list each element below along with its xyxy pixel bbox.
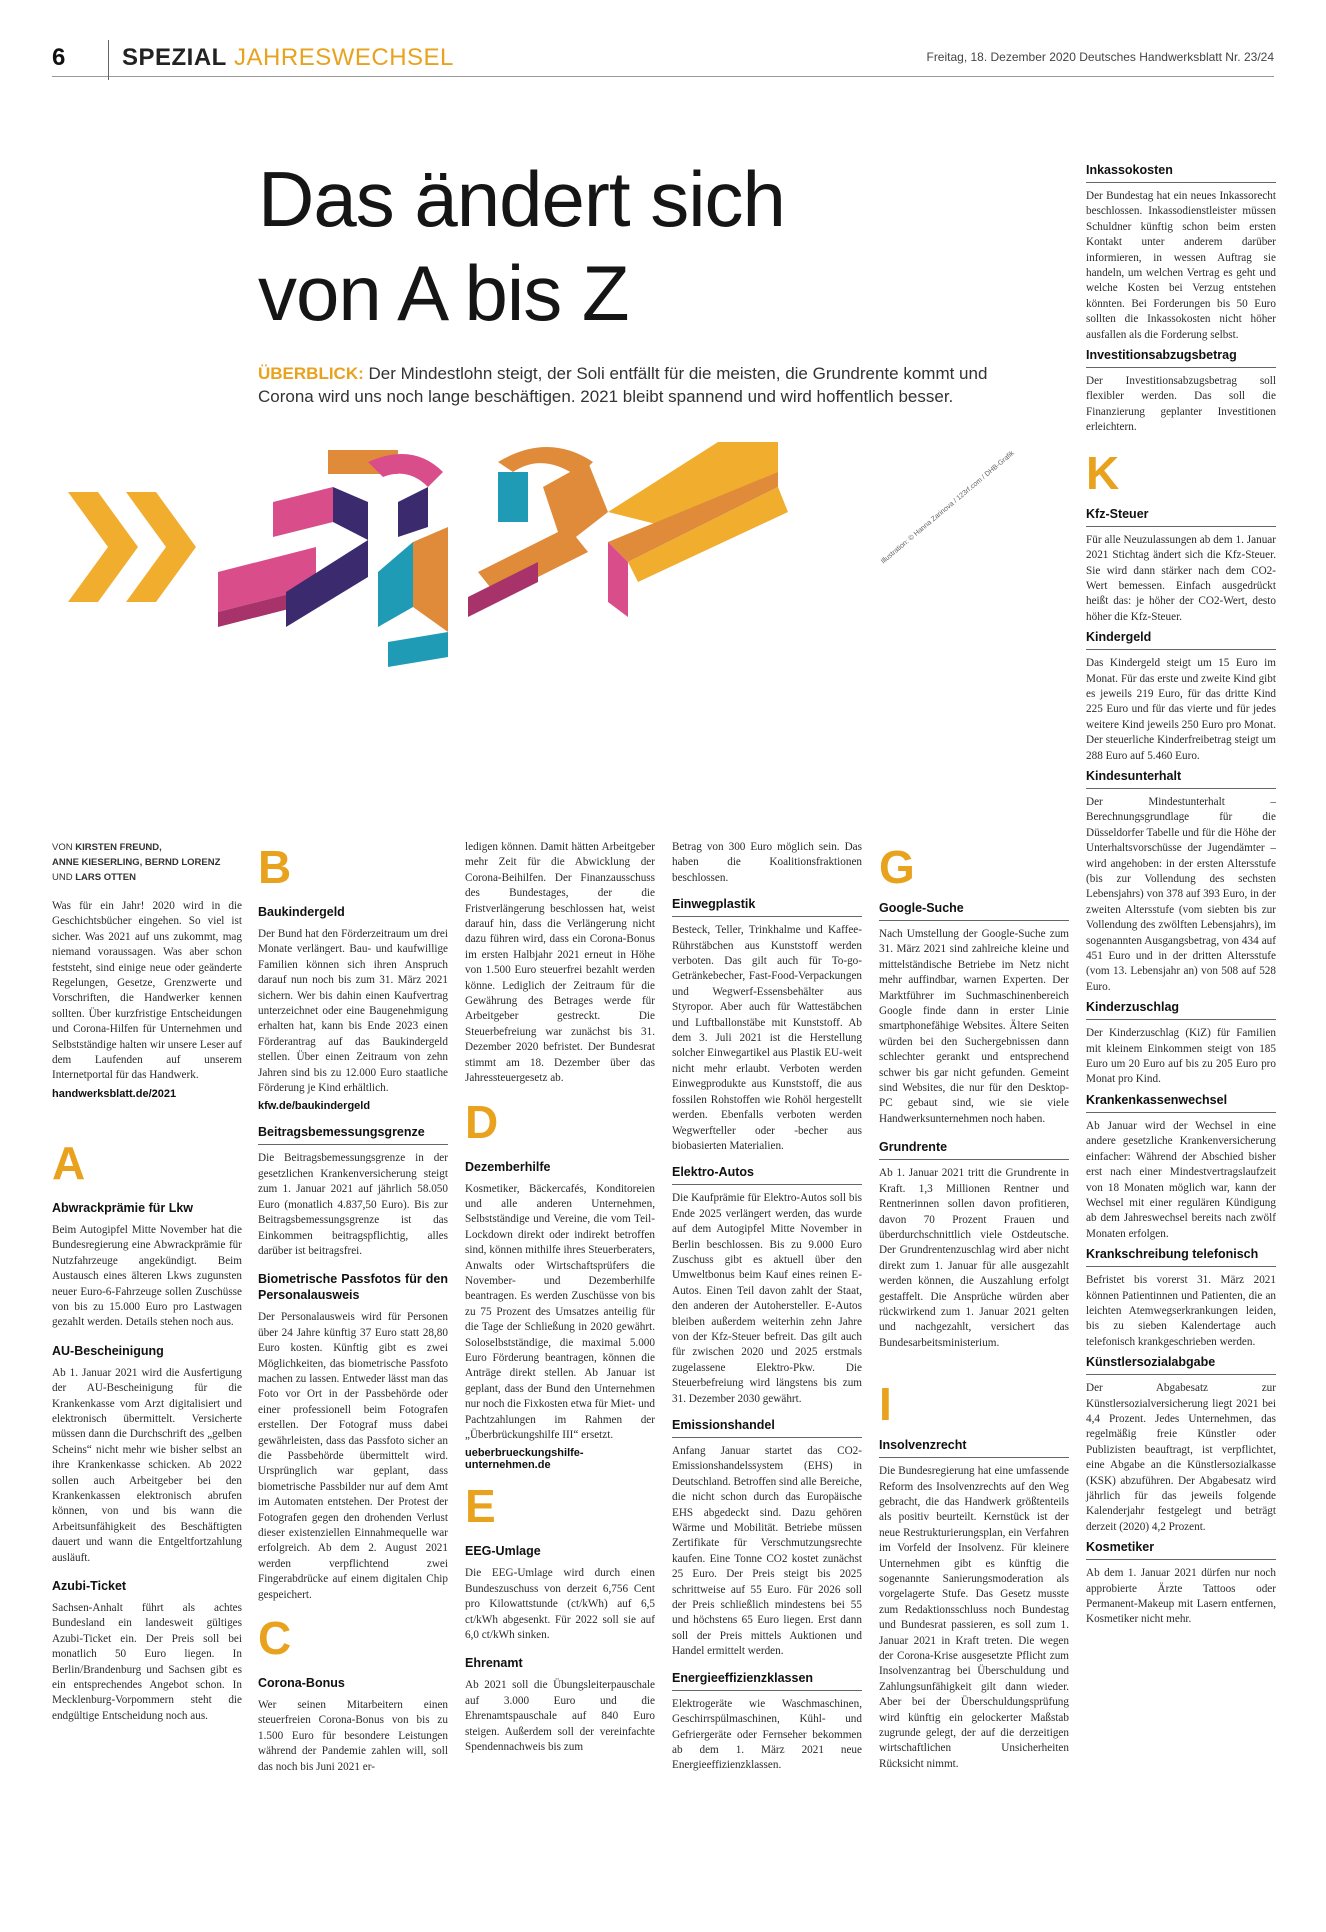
heading-elektro-autos: Elektro-Autos bbox=[672, 1164, 862, 1185]
heading-ehrenamt: Ehrenamt bbox=[465, 1656, 523, 1671]
heading-investitionsabzugsbetrag: Investitionsabzugsbetrag bbox=[1086, 347, 1276, 368]
letter-c: C bbox=[258, 1612, 292, 1665]
text-kosmetiker: Ab dem 1. Januar 2021 dürfen nur noch approbierte Ärzte Tattoos oder Permanent-Makeup mit Lasern entfernen, Kosmetiker nicht mehr. bbox=[1086, 1567, 1276, 1626]
byline bbox=[52, 840, 242, 885]
digit-2-second-shape bbox=[468, 447, 608, 617]
byline-names-2: ANNE KIESERLING, BERND LORENZ bbox=[52, 857, 221, 868]
heading-baukindergeld: Baukindergeld bbox=[258, 905, 345, 919]
heading-kindergeld: Kindergeld bbox=[1086, 629, 1276, 650]
year-2021-illustration bbox=[68, 432, 998, 762]
letter-k: K bbox=[1086, 446, 1120, 499]
lead-text: Der Mindestlohn steigt, der Soli entfällt für die meisten, die Grundrente kommt und Corona wird uns noch lange beschäftigen. 2021 bleibt spannend und wird hoffentlich besser. bbox=[258, 364, 988, 406]
digit-0-shape bbox=[368, 454, 448, 667]
page-number: 6 bbox=[52, 44, 66, 71]
heading-kindesunterhalt: Kindesunterhalt bbox=[1086, 768, 1276, 789]
heading-einwegplastik: Einwegplastik bbox=[672, 896, 862, 917]
heading-grundrente: Grundrente bbox=[879, 1139, 1069, 1160]
portal-link[interactable]: handwerksblatt.de/2021 bbox=[52, 1087, 177, 1100]
column-6 bbox=[1086, 162, 1276, 1632]
text-energieeffizienzklassen: Elektrogeräte wie Waschmaschinen, Geschirrspülmaschinen, Kühl- und Gefriergeräte oder Fernseher bekommen ab dem 1. März 2021 neue Energieeffizienzklassen. bbox=[672, 1697, 862, 1772]
letter-d: D bbox=[465, 1095, 499, 1148]
text-kindergeld: Das Kindergeld steigt um 15 Euro im Monat. Für das erste und zweite Kind gibt es jeweils 219 Euro, für das dritte Kind 225 Euro und für das vierte und für jedes weitere Kind jeweils 250 Euro pro Monat. Der steuerliche Kinderfreibetrag steigt um 288 Euro auf 5.460 Euro. bbox=[1086, 657, 1276, 762]
column-4 bbox=[672, 840, 862, 1778]
text-corona-bonus-continued: ledigen können. Damit hätten Arbeitgeber mehr Zeit für die Abwicklung der Corona-Beihilfen. Der Finanzausschuss des Bundestages, der die Fristverlängerung beschlossen hat, weist darauf hin, dass die Verlängerung nicht dazu führen wird, dass ein Corona-Bonus im ersten Halbjahr 2021 erneut in Höhe von 1.500 Euro steuerfrei bezahlt werden könne. Lediglich der Zeitraum für die Gewährung des Betrages werde für Arbeitgeber gestreckt. Die Steuerbefreiung war zunächst bis 31. Dezember 2020 befristet. Der Bundesrat stimmt am 18. Dezember über das Jahressteuergesetz ab. bbox=[465, 841, 655, 1085]
heading-kfz-steuer: Kfz-Steuer bbox=[1086, 506, 1276, 527]
text-kinderzuschlag: Der Kinderzuschlag (KiZ) für Familien mit kleinem Einkommen steigt von 185 Euro um 20 Euro auf bis zu 205 Euro pro Monat pro Kind. bbox=[1086, 1027, 1276, 1086]
heading-google-suche: Google-Suche bbox=[879, 900, 1069, 921]
text-insolvenzrecht: Die Bundesregierung hat eine umfassende Reform des Insolvenzrechts auf den Weg gebracht, die das Handwerk größtenteils als positiv beurteilt. Kernstück ist der neue Restrukturierungsplan, ein Verfahren im Vorfeld der Insolvenz. Für kleinere Unternehmen gibt es künftig die sogenannte Sanierungsmoderation als vorgelagerte Stufe. Das Gesetz musste zum Redaktionsschluss noch Bundestag und Bundesrat passieren, es soll zum 1. Januar 2021 in Kraft treten. Die wegen der Corona-Krise ausgesetzte Pflicht zum Insolvenzantrag bei Überschuldung und Zahlungsunfähigkeit gilt dann wieder. Aber bei der Überschuldungsprüfung wird künftig ein gelockerter Maßstab zugrunde gelegt, der auf die derzeitigen wirtschaftlichen Unsicherheiten Rücksicht nimmt. bbox=[879, 1465, 1069, 1770]
text-krankenkassenwechsel: Ab Januar wird der Wechsel in eine andere gesetzliche Krankenversicherung einfacher: Während der Abschied bisher erst nach einer Mindestvertragslaufzeit von 18 Monaten möglich war, kann der Wechsel mit einer regulären Kündigung ab dem Jahreswechsel bereits nach zwölf Monaten erfolgen. bbox=[1086, 1119, 1276, 1240]
heading-kinderzuschlag: Kinderzuschlag bbox=[1086, 999, 1276, 1020]
text-ehrenamt: Ab 2021 soll die Übungsleiterpauschale auf 3.000 Euro und die Ehrenamtspauschale auf 840 Euro steigen. Außerdem soll der vereinfachte Spendennachweis bis zum bbox=[465, 1679, 655, 1754]
text-ehrenamt-continued: Betrag von 300 Euro möglich sein. Das haben die Koalitionsfraktionen beschlossen. bbox=[672, 841, 862, 884]
byline-und: UND bbox=[52, 872, 76, 883]
headline-line-1: Das ändert sich bbox=[258, 155, 785, 243]
column-2 bbox=[258, 832, 448, 1779]
heading-energieeffizienzklassen: Energieeffizienzklassen bbox=[672, 1670, 862, 1691]
byline-prefix: VON bbox=[52, 842, 76, 853]
kfw-link[interactable]: kfw.de/baukindergeld bbox=[258, 1100, 371, 1113]
byline-names-1: KIRSTEN FREUND, bbox=[75, 842, 162, 853]
heading-kosmetiker: Kosmetiker bbox=[1086, 1539, 1276, 1560]
text-baukindergeld: Der Bund hat den Förderzeitraum um drei Monate verlängert. Bau- und kaufwillige Familien können sich ihren Anspruch darauf nun noch bis zum 31. März 2021 sichern. Wer bis dahin einen Kaufvertrag unterzeichnet oder eine Baugenehmigung erhalten hat, kann bis Ende 2023 einen Förderantrag auf das Baukindergeld stellen. Über einen Zeitraum von zehn Jahren sind bis zu 12.000 Euro staatliche Förderung je Kind erhältlich. bbox=[258, 928, 448, 1095]
letter-b: B bbox=[258, 841, 292, 893]
text-abwrackpraemie: Beim Autogipfel Mitte November hat die Bundesregierung eine Abwrackprämie für Nutzfahrzeuge angekündigt. Beim Austausch eines älteren Lkws zugunsten neuer Euro-6-Fahrzeuge sollen Zuschüsse von bis zu 15.000 Euro pro Lastwagen gezahlt werden. Details stehen noch aus. bbox=[52, 1223, 242, 1329]
heading-beitragsbemessungsgrenze: Beitragsbemessungsgrenze bbox=[258, 1124, 448, 1145]
heading-emissionshandel: Emissionshandel bbox=[672, 1417, 862, 1438]
header-divider bbox=[108, 40, 109, 80]
letter-a: A bbox=[52, 1136, 86, 1189]
article-lead bbox=[258, 362, 998, 408]
text-corona-bonus: Wer seinen Mitarbeitern einen steuerfreien Corona-Bonus von bis zu 1.500 Euro für besondere Leistungen während der Pandemie zahlen will, soll das noch bis Juni 2021 er- bbox=[258, 1699, 448, 1773]
article-headline bbox=[258, 152, 918, 340]
ueberbrueckungshilfe-link[interactable] bbox=[465, 1447, 655, 1471]
letter-e: E bbox=[465, 1480, 496, 1533]
text-beitragsbemessungsgrenze: Die Beitragsbemessungsgrenze in der gesetzlichen Krankenversicherung steigt zum 1. Januar 2021 auf jährlich 58.050 Euro (monatlich 4.837,50 Euro). Bis zur Beitragsbemessungsgrenze ist das Einkommen beitragspflichtig, alles darüber ist beitragsfrei. bbox=[258, 1152, 448, 1257]
text-azubi-ticket: Sachsen-Anhalt führt als achtes Bundesland ein landesweit gültiges Azubi-Ticket ein. Der Preis soll bei monatlich 50 Euro liegen. In Berlin/Brandenburg und Sachsen gibt es ein entsprechendes Angebot schon. In Mecklenburg-Vorpommern steht die endgültige Entscheidung noch aus. bbox=[52, 1602, 242, 1722]
text-kuenstlersozialabgabe: Der Abgabesatz zur Künstlersozialversicherung liegt 2021 bei 4,4 Prozent. Jedes Unternehmen, das regelmäßig freie Künstler oder Publizisten beauftragt, ist verpflichtet, eine Abgabe an die Künstlersozialkasse (KSK) abzuführen. Der Abgabesatz wird jährlich für das jeweils folgende Kalenderjahr festgelegt und beträgt derzeit (2020) 4,2 Prozent. bbox=[1086, 1382, 1276, 1533]
text-krankschreibung: Befristet bis vorerst 31. März 2021 können Patientinnen und Patienten, die an leichten Atemwegserkrankungen leiden, bis zu sieben Kalendertage auch telefonisch krankgeschrieben werden. bbox=[1086, 1274, 1276, 1348]
text-dezemberhilfe: Kosmetiker, Bäckercafés, Konditoreien und alle anderen Unternehmen, Selbstständige und Vereine, die vom Teil-Lockdown direkt oder indirekt betroffen sind, können mithilfe ihres Steuerberaters, Anwalts oder Wirtschaftsprüfers die November- und Dezemberhilfe beantragen. Es werden Zuschüsse von bis zu 75 Prozent des Umsatzes anteilig für die Tage der Schließung in 2020 gewährt. Soloselbstständige, die maximal 5.000 Euro Förderung beantragen, können die Anträge direkt stellen. Ab Januar ist geplant, dass der Bund den Unternehmen nur noch die Fixkosten etwa für Miet- und Pachtzahlungen im Rahmen der „Überbrückungshilfe III“ ersetzt. bbox=[465, 1182, 655, 1441]
text-emissionshandel: Anfang Januar startet das CO2-Emissionshandelssystem (EHS) in Deutschland. Betroffen sind alle Bereiche, die nicht schon durch das Europäische EHS abgedeckt sind. Dazu gehören Wärme und Mobilität. Betriebe müssen Zertifikate für Verschmutzungsrechte kaufen. Eine Tonne CO2 kostet zunächst 25 Euro. Der Preis steigt bis 2025 schrittweise auf 55 Euro. Für 2026 soll der Preis schließlich mindestens bei 55 und höchstens 65 Euro liegen. Erst dann soll der Preis mittels Auktionen und Handel ermittelt werden. bbox=[672, 1445, 862, 1658]
heading-corona-bonus: Corona-Bonus bbox=[258, 1676, 345, 1691]
heading-inkassokosten: Inkassokosten bbox=[1086, 162, 1276, 183]
column-5 bbox=[879, 832, 1069, 1776]
text-einwegplastik: Besteck, Teller, Trinkhalme und Kaffee-Rührstäbchen aus Kunststoff werden verboten. Das gilt auch für To-go-Getränkebecher, Fast-Food-Verpackungen und Wegwerf-Essensbehälter aus Styropor. Aber auch für Wattestäbchen und Luftballonstäbe mit Kunststoff. Ab dem 3. Juli 2021 ist die Herstellung solcher Einwegartikel aus Plastik EU-weit nicht mehr erlaubt. Verboten werden Einwegprodukte aus Kunststoff, die aus fossilen Rohstoffen wie Rohöl hergestellt werden. Ebenfalls verboten werden Wegwerfteller oder -becher aus biobasierten Materialien. bbox=[672, 924, 862, 1152]
chevron-arrows-icon bbox=[68, 492, 196, 602]
heading-eeg-umlage: EEG-Umlage bbox=[465, 1544, 541, 1559]
digit-2-shape bbox=[218, 450, 398, 627]
heading-kuenstlersozialabgabe: Künstlersozialabgabe bbox=[1086, 1354, 1276, 1375]
page-header bbox=[52, 44, 1274, 77]
letter-g: G bbox=[879, 841, 915, 893]
text-inkassokosten: Der Bundestag hat ein neues Inkassorecht beschlossen. Inkassodienstleister müssen Schuldner künftig schon beim ersten Kontakt unter anderem darüber informieren, in wessen Auftrag sie handeln, um welchen Vertrag es geht und welche Kosten bei Verzug entstehen könnten. Bei Forderungen bis 50 Euro sollten die Inkassokosten nicht höher ausfallen als die Forderung selbst. bbox=[1086, 190, 1276, 341]
heading-dezemberhilfe: Dezemberhilfe bbox=[465, 1159, 551, 1174]
text-au-bescheinigung: Ab 1. Januar 2021 wird die Ausfertigung der AU-Bescheinigung für die Krankenkasse vom Arzt digitalisiert und elektronisch übermittelt. Versicherte müssen dann die Durchschrift des „gelben Scheins“ nicht mehr wie bisher selbst an ihre Krankenkasse schicken. Ab 2022 sollen auch Arbeitgeber bei den Krankenkassen elektronisch abrufen können, von und bis wann die Arbeitsunfähigkeit des Beschäftigten dauert und wann die Entgeltfortzahlung ausläuft. bbox=[52, 1366, 242, 1564]
lead-kicker: ÜBERBLICK: bbox=[258, 364, 364, 383]
heading-biometrische-passfotos: Biometrische Passfotos für den Personalausweis bbox=[258, 1272, 448, 1303]
intro-paragraph: Was für ein Jahr! 2020 wird in die Geschichtsbücher eingehen. So viel ist sicher. Was 2021 auf uns zukommt, mag niemand voraussagen. Was aber schon feststeht, sind einige neue oder geänderte Regelungen, Gesetze, Grenzwerte und Vorschriften, die Handwerker kennen sollten. Über kurzfristige Entscheidungen und Corona-Hilfen für Unternehmen und Selbstständige halten wir unsere Leser auf dem Laufenden auf unserem Internetportal für das Handwerk. bbox=[52, 900, 242, 1082]
column-1 bbox=[52, 840, 242, 1728]
text-elektro-autos: Die Kaufprämie für Elektro-Autos soll bis Ende 2025 verlängert werden, das wurde auf dem Autogipfel Mitte November in Berlin beschlossen. Bis zu 9.000 Euro Zuschuss gibt es aktuell über den Umweltbonus beim Kauf eines reinen E-Autos. Einen Teil davon zahlt der Staat, den anderen der Autohersteller. E-Autos bleiben außerdem weiterhin zehn Jahre von der Kfz-Steuer befreit. Das gilt auch für zwischen 2020 und 2025 erstmals zugelassene Elektro-Pkw. Die Steuerbefreiung wird längstens bis zum 31. Dezember 2030 gewährt. bbox=[672, 1192, 862, 1405]
ueberbrueckungshilfe-link-part2: unternehmen.de bbox=[465, 1459, 551, 1472]
text-kfz-steuer: Für alle Neuzulassungen ab dem 1. Januar 2021 Stichtag ändert sich die Kfz-Steuer. Sie wird dann stärker nach dem CO2-Wert bemessen. Einfach ausgedrückt heißt das: je höher der CO2-Wert, desto höher die Kfz-Steuer. bbox=[1086, 533, 1276, 623]
headline-line-2: von A bis Z bbox=[258, 249, 629, 337]
heading-azubi-ticket: Azubi-Ticket bbox=[52, 1579, 127, 1593]
text-biometrische-passfotos: Der Personalausweis wird für Personen über 24 Jahre künftig 37 Euro statt 28,80 Euro kosten. Künftig gibt es zwei Möglichkeiten, das biometrische Passfoto machen zu lassen. Entweder lässt man das Foto vor Ort in der Passbehörde oder einer professionell beim Fotografen erstellen. Der Fotograf muss dabei gewährleisten, dass das Passfoto sicher an die Passbehörde übermittelt wird. Ursprünglich war geplant, dass biometrische Passbilder nur auf dem Amt im Automaten entstehen. Der Protest der Fotografen gegen den drohenden Verlust dieser existenziellen Einnahmequelle war erfolgreich. Ab dem 2. August 2021 werden verpflichtend zwei Fingerabdrücke auf einem digitalen Chip gespeichert. bbox=[258, 1311, 448, 1601]
text-eeg-umlage: Die EEG-Umlage wird durch einen Bundeszuschuss von derzeit 6,756 Cent pro Kilowattstunde (ct/kWh) auf 6,5 ct/kWh abgesenkt. Für 2022 soll sie auf 6,0 ct/kWh sinken. bbox=[465, 1567, 655, 1642]
text-kindesunterhalt: Der Mindestunterhalt – Berechnungsgrundlage für die Düsseldorfer Tabelle und für die Höhe der Unterhaltsvorschüsse der Jugendämter – wird angehoben: in der ersten Altersstufe (bis zur Vollendung des sechsten Lebensjahrs) von 378 auf 393 Euro, in der zweiten Altersstufe (vom siebten bis zur Vollendung des zwölften Lebensjahrs), im sogenannten Ausgangsbetrag, von 434 auf 451 Euro und in der dritten Altersstufe (vom 13. Lebensjahr an) von 508 auf 528 Euro. bbox=[1086, 795, 1276, 993]
ueberbrueckungshilfe-link-part1: ueberbrueckungshilfe- bbox=[465, 1447, 584, 1460]
heading-krankenkassenwechsel: Krankenkassenwechsel bbox=[1086, 1092, 1276, 1113]
heading-insolvenzrecht: Insolvenzrecht bbox=[879, 1437, 1069, 1458]
digit-1-shape bbox=[608, 442, 788, 617]
text-grundrente: Ab 1. Januar 2021 tritt die Grundrente in Kraft. 1,3 Millionen Rentner und Rentnerinnen sollen davon profitieren, davon 70 Prozent Frauen und überdurchschnittlich viele Ostdeutsche. Der Grundrentenzuschlag wird aber nicht direkt zum 1. Januar für alle ausgezahlt werden können, die Auszahlung erfolgt gestaffelt. Die Ansprüche würden aber rückwirkend zum 1. Januar 2021 gelten und nachgezahlt, versichert das Bundesarbeitsministerium. bbox=[879, 1167, 1069, 1349]
byline-names-3: LARS OTTEN bbox=[75, 872, 136, 883]
section-title bbox=[122, 44, 454, 72]
section-title-part1: SPEZIAL bbox=[122, 44, 227, 71]
heading-au-bescheinigung: AU-Bescheinigung bbox=[52, 1343, 164, 1358]
text-google-suche: Nach Umstellung der Google-Suche zum 31. März 2021 sind zahlreiche kleine und mittelständische Betriebe im Netz nicht mehr auffindbar, warnen Experten. Der Marktführer im Suchmaschinenbereich Google finde dann in erster Linie smartphonefähige Websites. Ältere Seiten würden bei den Suchergebnissen dann schlechter gerankt und entsprechend schwer bis gar nicht gefunden. Gemeint sind Websites, die nur für den Desktop-PC gebaut sind, wie sie viele Handwerksunternehmen noch haben. bbox=[879, 928, 1069, 1125]
section-title-part2: JAHRESWECHSEL bbox=[234, 44, 454, 71]
illustration-credit: Illustration: © Hanna Zarinova / 123rf.com / DHB-Grafik bbox=[880, 449, 1016, 566]
heading-abwrackpraemie: Abwrackprämie für Lkw bbox=[52, 1200, 194, 1215]
letter-i: I bbox=[879, 1378, 892, 1431]
issue-meta: Freitag, 18. Dezember 2020 Deutsches Handwerksblatt Nr. 23/24 bbox=[926, 50, 1274, 64]
text-investitionsabzugsbetrag: Der Investitionsabzugsbetrag soll flexibler werden. Das soll die Finanzierung geplanter Investitionen erleichtern. bbox=[1086, 375, 1276, 434]
heading-krankschreibung: Krankschreibung telefonisch bbox=[1086, 1246, 1276, 1267]
column-3 bbox=[465, 840, 655, 1759]
